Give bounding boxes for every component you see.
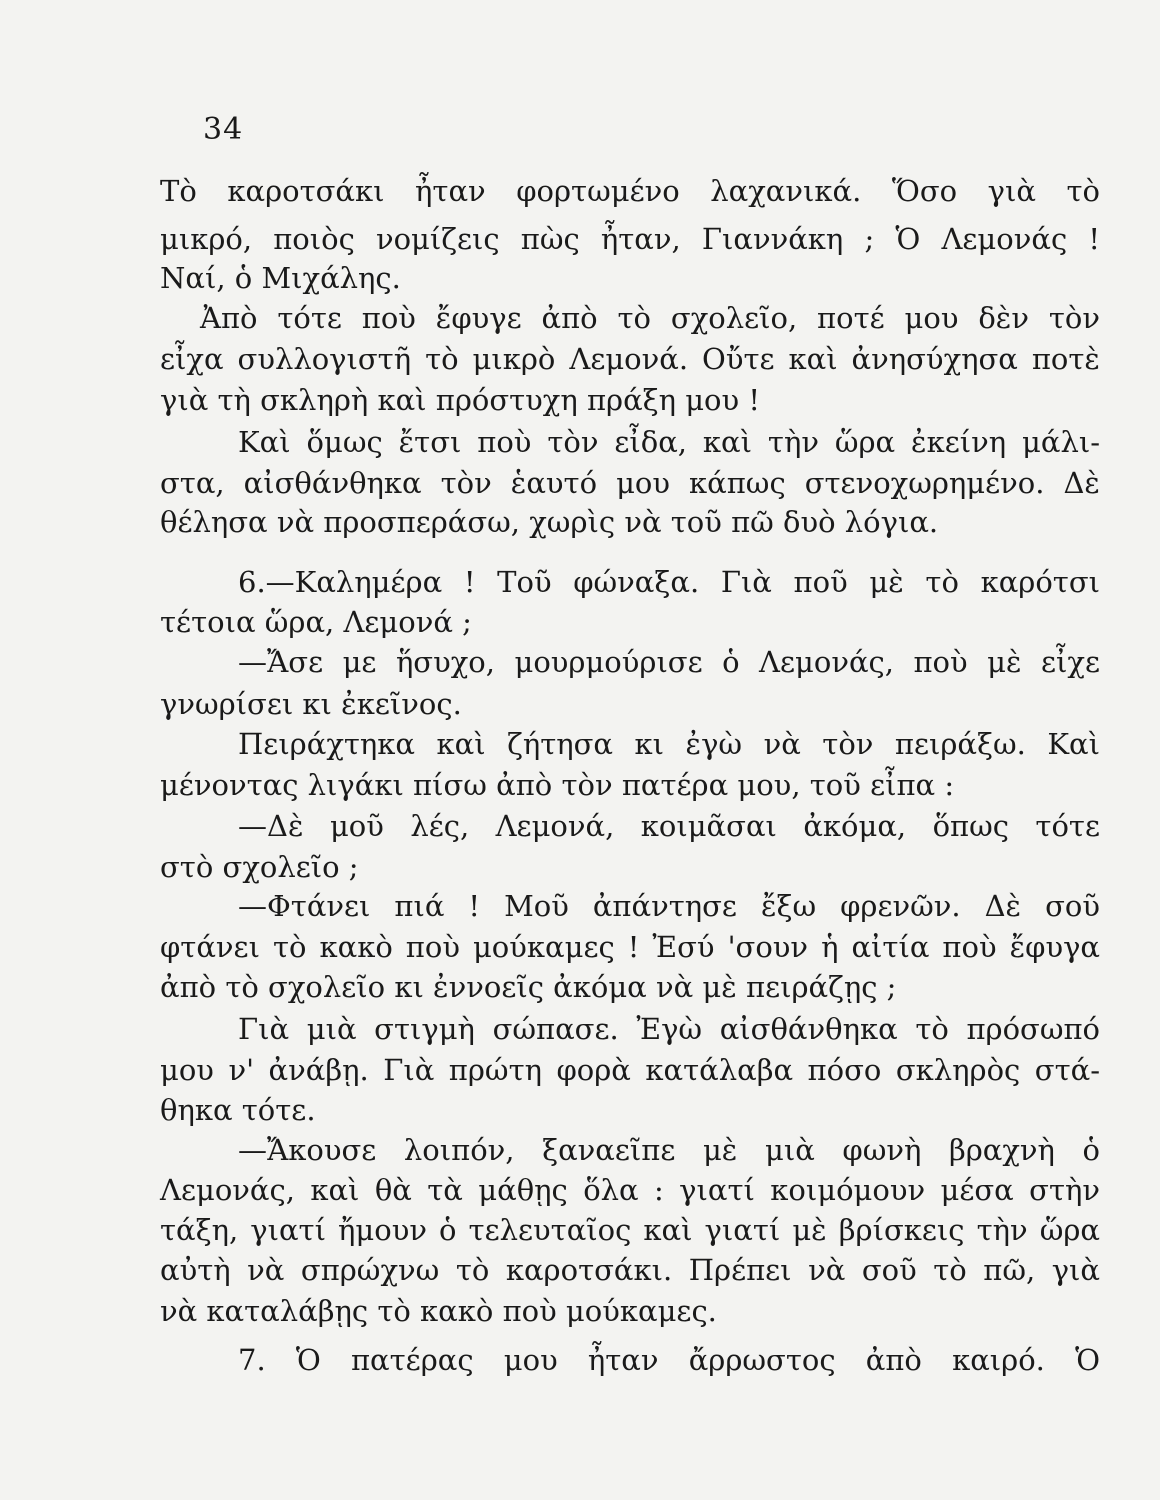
text-line: —Ἄσε με ἥσυχο, μουρμούρισε ὁ Λεμονάς, ποὺ μὲ εἶχε <box>238 645 1100 679</box>
text-line: τάξη, γιατί ἤμουν ὁ τελευταῖος καὶ γιατί μὲ βρίσκεις τὴν ὥρα <box>160 1213 1100 1247</box>
text-line: 6.—Καλημέρα ! Τοῦ φώναξα. Γιὰ ποῦ μὲ τὸ καρότσι <box>238 565 1100 599</box>
text-line: φτάνει τὸ κακὸ ποὺ μούκαμες ! Ἐσύ 'σουν ἡ αἰτία ποὺ ἔφυγα <box>160 930 1100 964</box>
page-number: 34 <box>203 112 244 147</box>
text-line: ἀπὸ τὸ σχολεῖο κι ἐννοεῖς ἀκόμα νὰ μὲ πειράζῃς ; <box>160 970 897 1004</box>
text-line: μου ν' ἀνάβῃ. Γιὰ πρώτη φορὰ κατάλαβα πόσο σκληρὸς στά- <box>160 1053 1100 1087</box>
text-line: τέτοια ὥρα, Λεμονά ; <box>160 605 472 639</box>
text-line: αὐτὴ νὰ σπρώχνω τὸ καροτσάκι. Πρέπει νὰ σοῦ τὸ πῶ, γιὰ <box>160 1253 1100 1287</box>
text-line: —Δὲ μοῦ λές, Λεμονά, κοιμᾶσαι ἀκόμα, ὅπως τότε <box>238 809 1100 843</box>
text-line: νὰ καταλάβῃς τὸ κακὸ ποὺ μούκαμες. <box>160 1294 717 1328</box>
text-line: μικρό, ποιὸς νομίζεις πὼς ἦταν, Γιαννάκη ; Ὁ Λεμονάς ! <box>160 222 1100 256</box>
text-line: εἶχα συλλογιστῆ τὸ μικρὸ Λεμονά. Οὔτε καὶ ἀνησύχησα ποτὲ <box>160 342 1100 376</box>
text-line: στα, αἰσθάνθηκα τὸν ἑαυτό μου κάπως στενοχωρημένο. Δὲ <box>160 466 1100 500</box>
text-line: Ἀπὸ τότε ποὺ ἔφυγε ἀπὸ τὸ σχολεῖο, ποτέ μου δὲν τὸν <box>200 301 1100 335</box>
text-line: γνωρίσει κι ἐκεῖνος. <box>160 687 462 721</box>
text-line: Γιὰ μιὰ στιγμὴ σώπασε. Ἐγὼ αἰσθάνθηκα τὸ πρόσωπό <box>238 1012 1100 1046</box>
text-line: —Φτάνει πιά ! Μοῦ ἀπάντησε ἔξω φρενῶν. Δὲ σοῦ <box>238 889 1100 923</box>
text-line: —Ἄκουσε λοιπόν, ξαναεῖπε μὲ μιὰ φωνὴ βραχνὴ ὁ <box>238 1133 1100 1167</box>
text-line: στὸ σχολεῖο ; <box>160 850 359 884</box>
text-line: θηκα τότε. <box>160 1093 316 1127</box>
text-line: θέλησα νὰ προσπεράσω, χωρὶς νὰ τοῦ πῶ δυὸ λόγια. <box>160 505 939 539</box>
text-line: Λεμονάς, καὶ θὰ τὰ μάθῃς ὅλα : γιατί κοιμόμουν μέσα στὴν <box>160 1173 1100 1207</box>
text-line: Πειράχτηκα καὶ ζήτησα κι ἐγὼ νὰ τὸν πειράξω. Καὶ <box>238 727 1100 761</box>
text-line: γιὰ τὴ σκληρὴ καὶ πρόστυχη πράξη μου ! <box>160 383 761 417</box>
text-line: Καὶ ὅμως ἔτσι ποὺ τὸν εἶδα, καὶ τὴν ὥρα ἐκείνη μάλι- <box>238 425 1100 459</box>
text-line: Ναί, ὁ Μιχάλης. <box>160 261 401 295</box>
text-line: Τὸ καροτσάκι ἦταν φορτωμένο λαχανικά. Ὅσο γιὰ τὸ <box>160 174 1100 208</box>
text-line: μένοντας λιγάκι πίσω ἀπὸ τὸν πατέρα μου, τοῦ εἶπα : <box>160 768 955 802</box>
text-line: 7. Ὁ πατέρας μου ἦταν ἄρρωστος ἀπὸ καιρό. Ὁ <box>238 1343 1100 1377</box>
